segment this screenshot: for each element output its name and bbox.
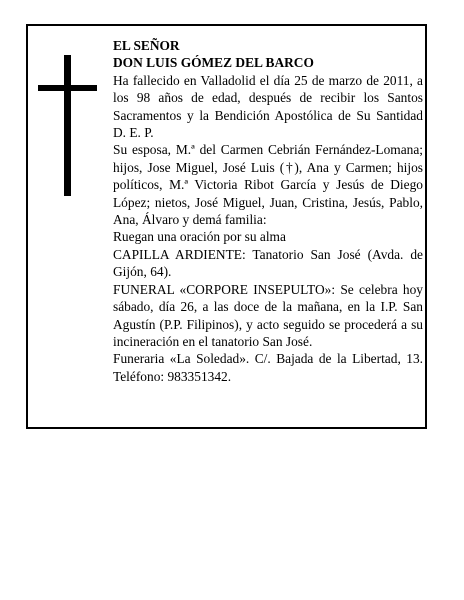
title-line-1: EL SEÑOR	[113, 38, 180, 53]
obituary-text	[113, 37, 423, 385]
family-paragraph: Su esposa, M.ª del Carmen Cebrián Fernández-Lomana; hijos, Jose Miguel, José Luis (†), Ana y Carmen; hijos políticos, M.ª Victoria Ribot García y Jesús de Diego López; nietos, José Miguel, Juan, Cristina, Jesús, Pablo, Ana, Álvaro y demá familia:	[113, 142, 423, 228]
death-announcement-paragraph: Ha fallecido en Valladolid el día 25 de marzo de 2011, a los 98 años de edad, después de recibir los Santos Sacramentos y la Bendición Apostólica de Su Santidad D. E. P.	[113, 72, 423, 141]
cross-vertical-bar	[64, 55, 71, 196]
cross-horizontal-bar	[38, 85, 97, 91]
deceased-name: DON LUIS GÓMEZ DEL BARCO	[113, 55, 314, 71]
funeral-home-info: Funeraria «La Soledad». C/. Bajada de la Libertad, 13. Teléfono: 983351342.	[113, 351, 423, 384]
chapel-info: CAPILLA ARDIENTE: Tanatorio San José (Avda. de Gijón, 64).	[113, 246, 423, 280]
funeral-info: FUNERAL «CORPORE INSEPULTO»: Se celebra hoy sábado, día 26, a las doce de la mañana, en la I.P. San Agustín (P.P. Filipinos), y acto seguido se procederá a su incineración en el tanatorio San José.	[113, 281, 423, 349]
prayer-request: Ruegan una oración por su alma	[113, 229, 286, 245]
